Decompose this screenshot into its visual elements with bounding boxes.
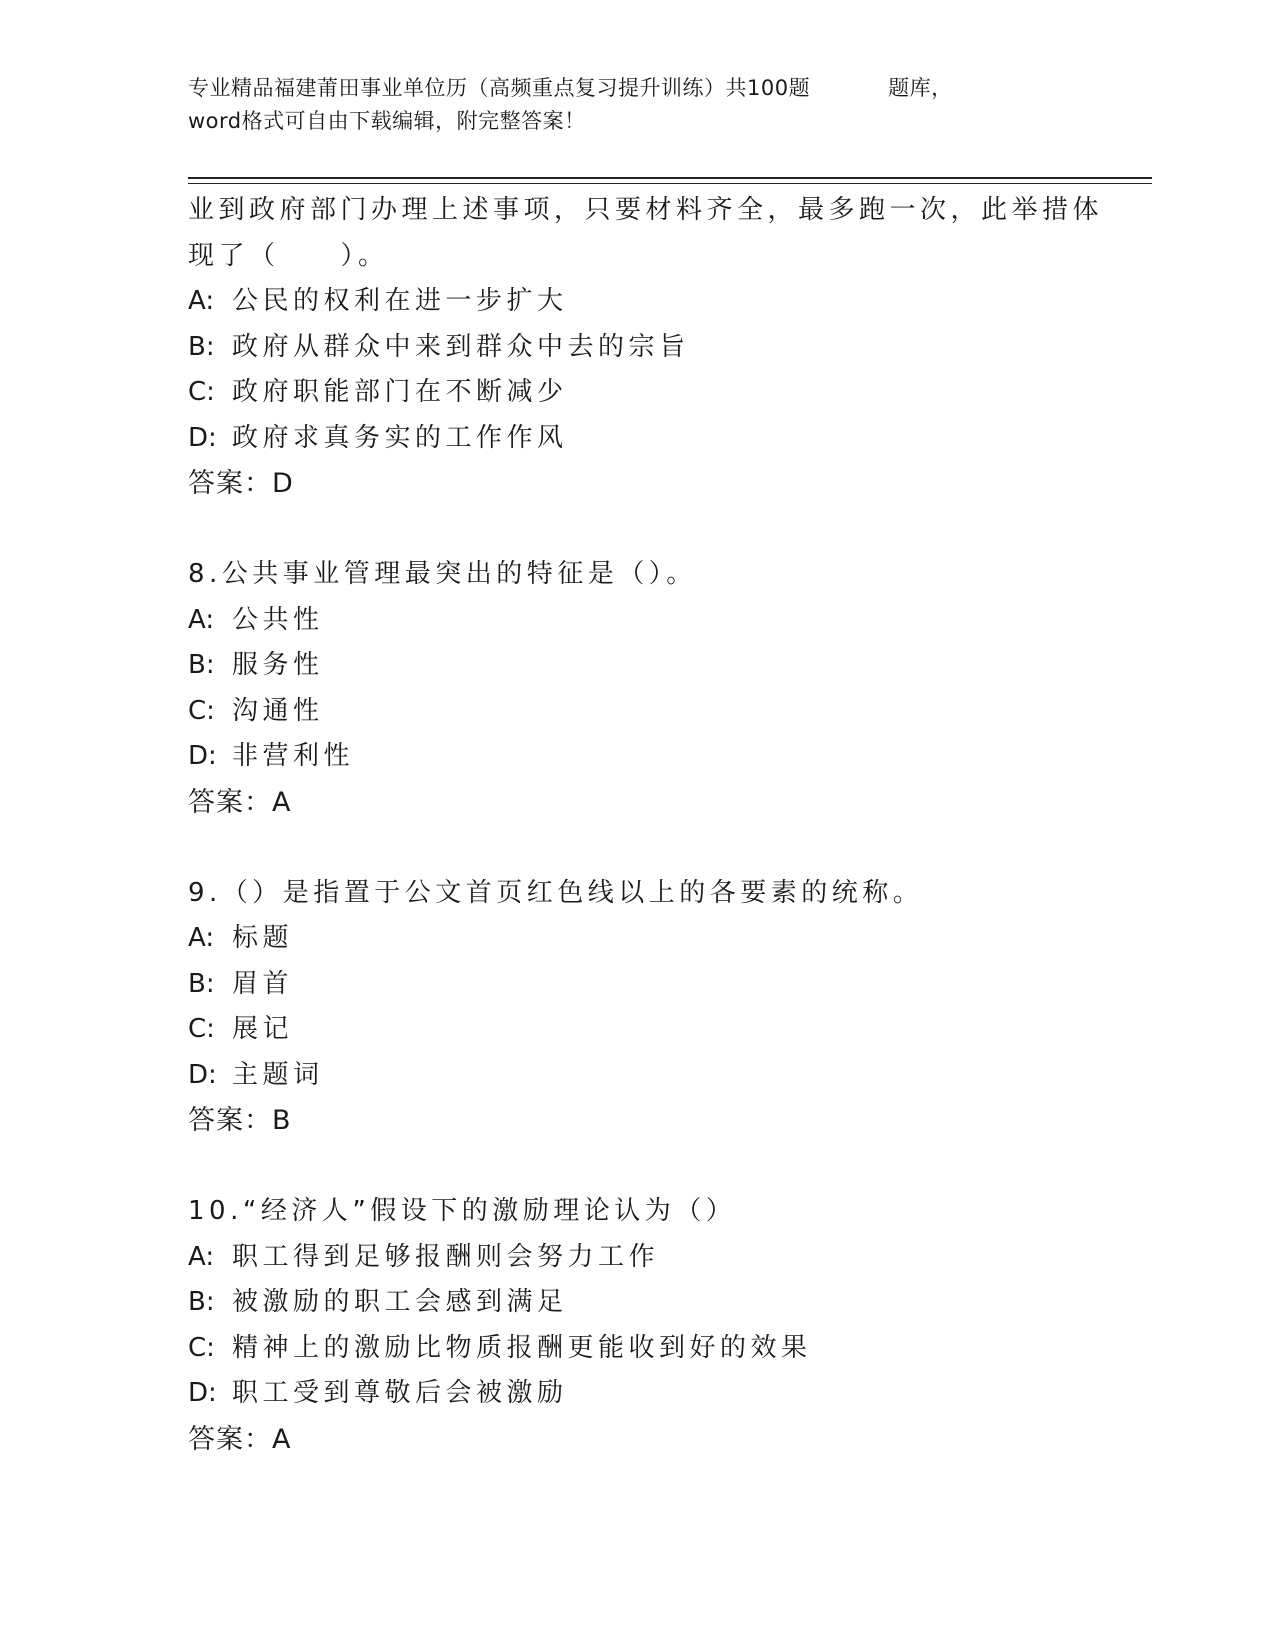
option-letter: D: xyxy=(188,741,217,771)
option-c xyxy=(188,689,1088,735)
option-letter: A: xyxy=(188,286,215,316)
option-text: 沟通性 xyxy=(232,695,324,726)
option-letter: D: xyxy=(188,422,217,453)
option-b xyxy=(188,325,1088,371)
option-a xyxy=(188,916,1088,962)
header-divider-thick xyxy=(188,177,1152,179)
option-c xyxy=(188,1007,1088,1053)
question-7 xyxy=(188,188,1104,507)
option-text: 标题 xyxy=(232,923,294,953)
option-text: 公民的权利在进一步扩大 xyxy=(232,286,568,316)
option-text: 精神上的激励比物质报酬更能收到好的效果 xyxy=(232,1332,812,1363)
header-divider-thin xyxy=(188,183,1152,184)
question-stem: 9.（）是指置于公文首页红色线以上的各要素的统称。 xyxy=(188,877,924,908)
option-text: 公共性 xyxy=(232,604,324,635)
question-stem: 8.公共事业管理最突出的特征是（）。 xyxy=(188,559,697,589)
option-d xyxy=(188,1371,1088,1417)
answer-label: 答案：D xyxy=(188,468,294,499)
option-d xyxy=(188,1053,1088,1099)
option-text: 主题词 xyxy=(232,1059,324,1090)
option-b xyxy=(188,1280,1088,1326)
question-9 xyxy=(188,871,1088,1144)
header-line-1 xyxy=(188,72,1088,105)
option-a xyxy=(188,1235,1088,1281)
question-10 xyxy=(188,1189,1088,1462)
question-stem: 10.“经济人”假设下的激励理论认为（） xyxy=(188,1196,737,1226)
option-c xyxy=(188,370,1088,416)
option-letter: C: xyxy=(188,695,215,726)
option-letter: D: xyxy=(188,1378,217,1408)
option-letter: A: xyxy=(188,923,215,953)
option-letter: C: xyxy=(188,1332,215,1363)
option-letter: C: xyxy=(188,1014,215,1044)
question-stem: 业到政府部门办理上述事项，只要材料齐全，最多跑一次，此举措体 xyxy=(188,195,1104,225)
answer-label: 答案：A xyxy=(188,1423,292,1455)
answer-label: 答案：B xyxy=(188,1105,292,1136)
option-a xyxy=(188,598,1088,644)
option-a xyxy=(188,279,1088,325)
option-text: 展记 xyxy=(232,1014,294,1044)
option-letter: B: xyxy=(188,968,215,999)
page-header xyxy=(188,72,1088,138)
option-b xyxy=(188,962,1088,1008)
option-text: 眉首 xyxy=(232,968,294,999)
option-letter: B: xyxy=(188,650,215,680)
option-text: 被激励的职工会感到满足 xyxy=(232,1287,568,1317)
option-text: 非营利性 xyxy=(232,741,355,771)
option-b xyxy=(188,643,1088,689)
option-letter: B: xyxy=(188,331,215,362)
option-d xyxy=(188,416,1088,462)
answer-label: 答案：A xyxy=(188,786,292,818)
option-text: 职工得到足够报酬则会努力工作 xyxy=(232,1241,660,1272)
option-letter: A: xyxy=(188,604,215,635)
option-letter: A: xyxy=(188,1241,215,1272)
option-letter: C: xyxy=(188,377,215,407)
header-title: 专业精品福建莆田事业单位历（高频重点复习提升训练）共100题 xyxy=(188,76,811,100)
option-text: 政府从群众中来到群众中去的宗旨 xyxy=(232,331,690,362)
option-text: 服务性 xyxy=(232,650,324,680)
option-text: 政府职能部门在不断减少 xyxy=(232,377,568,407)
header-line-2: word格式可自由下载编辑，附完整答案！ xyxy=(188,109,586,133)
document-body xyxy=(188,188,1104,1462)
option-d xyxy=(188,734,1088,780)
header-title-suffix: 题库， xyxy=(888,76,953,100)
option-c xyxy=(188,1326,1088,1372)
option-letter: D: xyxy=(188,1059,217,1090)
question-stem: 现了（ ）。 xyxy=(188,240,389,271)
question-8 xyxy=(188,552,1088,825)
option-text: 政府求真务实的工作作风 xyxy=(232,422,568,453)
option-letter: B: xyxy=(188,1287,215,1317)
option-text: 职工受到尊敬后会被激励 xyxy=(232,1378,568,1408)
